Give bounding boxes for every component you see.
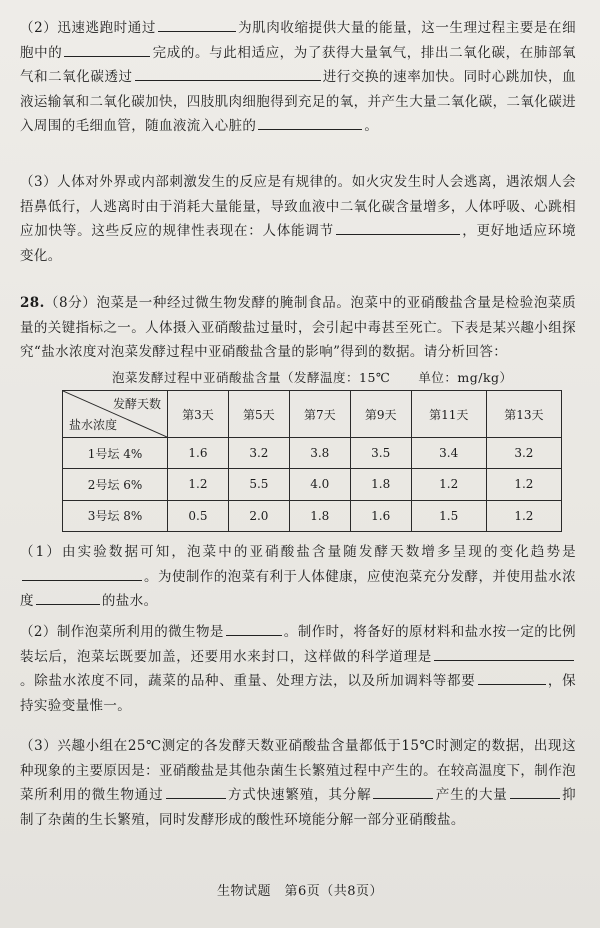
day-header: 第7天 — [289, 391, 350, 438]
table-cell: 1.6 — [168, 438, 229, 469]
question-28-text: 泡菜是一种经过微生物发酵的腌制食品。泡菜中的亚硝酸盐含量是检验泡菜质量的关键指标之一。人体摄入亚硝酸盐过量时，会引起中毒甚至死亡。下表是某兴趣小组探究“盐水浓度对泡菜发酵过程中亚硝酸盐含量的影响”得到的数据。请分析回答： — [20, 295, 576, 360]
q2-text-5: 。 — [364, 118, 379, 134]
a2-text-4: ，保持实验变量惟一。 — [20, 673, 576, 714]
table-title-text: 泡菜发酵过程中亚硝酸盐含量（发酵温度：15℃ — [112, 370, 391, 385]
a1-text-1: （1）由实验数据可知，泡菜中的亚硝酸盐含量随发酵天数增多呈现的变化趋势是 — [20, 544, 576, 560]
q2-text-3: 完成的。与此相适应，为了获得大量氧气，排出二氧化碳，在肺部氧气和二氧化碳透过 — [20, 44, 577, 85]
day-header: 第5天 — [228, 391, 289, 438]
a1-text-3: 的盐水。 — [101, 593, 158, 609]
day-header: 第11天 — [411, 391, 486, 438]
table-row — [63, 500, 562, 531]
answer-3-paragraph — [20, 734, 576, 832]
table-cell: 1.8 — [289, 500, 350, 531]
q2-text-2: 为肌肉收缩提供大量的能量，这一生理过程主要是在细胞中的 — [20, 20, 576, 61]
answer-2-paragraph — [20, 620, 576, 718]
table-cell: 0.5 — [168, 500, 229, 531]
table-header-row — [63, 391, 562, 438]
answer-blank[interactable] — [336, 220, 460, 235]
answer-1-paragraph — [20, 540, 576, 614]
q3-text-1: （3）人体对外界或内部刺激发生的反应是有规律的。如火灾发生时人会逃离，遇浓烟人会捂鼻低行，人逃离时由于消耗大量能量，导致血液中二氧化碳含量增多，人体呼吸、心跳相应加快等。这些反应的规律性表现在：人体能调节 — [20, 174, 576, 239]
table-cell: 1.2 — [411, 469, 486, 500]
table-cell: 1.5 — [411, 500, 486, 531]
table-cell: 5.5 — [228, 469, 289, 500]
answer-blank[interactable] — [135, 66, 321, 81]
answer-blank[interactable] — [64, 42, 150, 57]
table-cell: 2.0 — [228, 500, 289, 531]
table-cell: 3.5 — [350, 438, 411, 469]
row-label: 3号坛 8% — [63, 500, 168, 531]
question-score: （8分） — [44, 295, 97, 311]
a1-text-2: 。为使制作的泡菜有利于人体健康，应使泡菜充分发酵，并使用盐水浓度 — [20, 568, 576, 609]
answer-blank[interactable] — [158, 17, 236, 32]
a3-text-2: 方式快速繁殖，其分解 — [227, 787, 372, 803]
q3-text-2: ，更好地适应环境变化。 — [20, 223, 576, 264]
question-2-paragraph — [20, 16, 576, 139]
table-cell: 1.8 — [350, 469, 411, 500]
table-row — [63, 438, 562, 469]
table-corner-cell — [63, 391, 168, 438]
table-cell: 1.2 — [168, 469, 229, 500]
a2-text-1: （2）制作泡菜所利用的微生物是 — [20, 624, 224, 640]
table-cell: 4.0 — [289, 469, 350, 500]
day-header: 第13天 — [486, 391, 561, 438]
table-cell: 3.2 — [486, 438, 561, 469]
table-cell: 1.2 — [486, 469, 561, 500]
answer-blank[interactable] — [166, 784, 226, 799]
answer-blank[interactable] — [258, 115, 362, 130]
row-label: 2号坛 6% — [63, 469, 168, 500]
table-cell: 3.8 — [289, 438, 350, 469]
answer-blank[interactable] — [373, 784, 433, 799]
q2-text-4: 进行交换的速率加快。同时心跳加快，血液运输氧和二氧化碳加快，四肢肌肉细胞得到充足的氧，并产生大量二氧化碳，二氧化碳进入周围的毛细血管，随血液流入心脏的 — [20, 69, 577, 134]
a2-text-3: 。除盐水浓度不同，蔬菜的品种、重量、处理方法，以及所加调料等都要 — [20, 673, 476, 689]
day-header: 第3天 — [168, 391, 229, 438]
answer-blank[interactable] — [36, 590, 100, 605]
answer-blank[interactable] — [22, 566, 142, 581]
question-28-intro — [20, 291, 576, 365]
row-label: 1号坛 4% — [63, 438, 168, 469]
table-title — [112, 368, 532, 386]
answer-blank[interactable] — [478, 670, 546, 685]
corner-salt-label: 盐水浓度 — [69, 418, 118, 432]
table-row — [63, 469, 562, 500]
a3-text-4: 抑制了杂菌的生长繁殖，同时发酵形成的酸性环境能分解一部分亚硝酸盐。 — [20, 787, 577, 828]
nitrite-data-table — [62, 390, 562, 532]
table-cell: 3.2 — [228, 438, 289, 469]
day-header: 第9天 — [350, 391, 411, 438]
a3-text-3: 产生的大量 — [435, 787, 508, 803]
a3-text-1: （3）兴趣小组在25℃测定的各发酵天数亚硝酸盐含量都低于15℃时测定的数据，出现这种现象的主要原因是：亚硝酸盐是其他杂菌生长繁殖过程中产生的。在较高温度下，制作泡菜所利用的微生物通过 — [20, 738, 576, 803]
page-footer: 生物试题 第6页（共8页） — [216, 884, 384, 899]
a2-text-2: 。制作时，将备好的原材料和盐水按一定的比例装坛后，泡菜坛既要加盖，还要用水来封口，这样做的科学道理是 — [20, 624, 576, 665]
answer-blank[interactable] — [510, 784, 560, 799]
table-cell: 1.2 — [486, 500, 561, 531]
question-number: 28. — [20, 295, 45, 311]
table-unit: 单位：mg/kg） — [418, 370, 513, 385]
q2-text-1: （2）迅速逃跑时通过 — [20, 20, 156, 36]
corner-days-label: 发酵天数 — [112, 397, 161, 411]
answer-blank[interactable] — [434, 646, 574, 661]
question-3-paragraph — [20, 170, 576, 268]
answer-blank[interactable] — [226, 621, 282, 636]
table-cell: 1.6 — [350, 500, 411, 531]
table-cell: 3.4 — [411, 438, 486, 469]
